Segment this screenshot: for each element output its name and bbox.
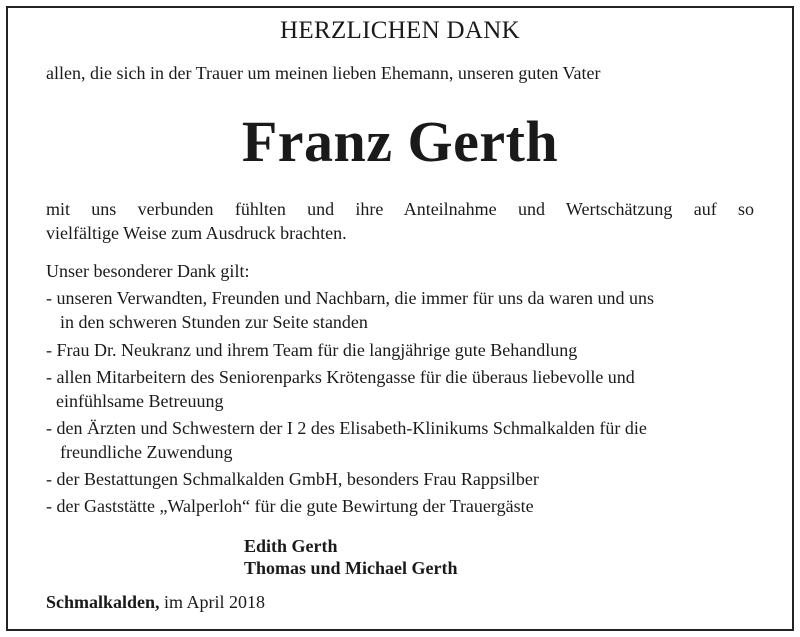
list-item-2: - Frau Dr. Neukranz und ihrem Team für die langjährige gute Behandlung xyxy=(46,340,578,360)
paragraph-line-1: mit uns verbunden fühlten und ihre Anteilnahme und Wertschätzung auf so xyxy=(46,199,754,219)
thanks-intro: Unser besonderer Dank gilt: xyxy=(46,261,250,281)
list-item-1: - unseren Verwandten, Freunden und Nachbarn, die immer für uns da waren und uns xyxy=(46,288,654,308)
list-item-3: - allen Mitarbeitern des Seniorenparks Krötengasse für die überaus liebevolle und xyxy=(46,367,635,387)
list-item-1-cont: in den schweren Stunden zur Seite standen xyxy=(60,312,368,332)
place-name: Schmalkalden, xyxy=(46,592,160,612)
intro-line: allen, die sich in der Trauer um meinen lieben Ehemann, unseren guten Vater xyxy=(46,63,601,83)
paragraph-line-2: vielfältige Weise zum Ausdruck brachten. xyxy=(46,223,347,243)
list-item-6: - der Gaststätte „Walperloh“ für die gute Bewirtung der Trauergäste xyxy=(46,496,534,516)
signature-1: Edith Gerth xyxy=(244,536,338,556)
list-item-5: - der Bestattungen Schmalkalden GmbH, besonders Frau Rappsilber xyxy=(46,469,539,489)
list-item-4: - den Ärzten und Schwestern der I 2 des Elisabeth-Klinikums Schmalkalden für die xyxy=(46,418,647,438)
list-item-4-cont: freundliche Zuwendung xyxy=(60,442,233,462)
signature-2: Thomas und Michael Gerth xyxy=(244,558,458,578)
notice-heading: HERZLICHEN DANK xyxy=(280,17,520,44)
place-date xyxy=(46,592,265,613)
deceased-name: Franz Gerth xyxy=(241,109,559,174)
date-text: im April 2018 xyxy=(159,592,266,612)
list-item-3-cont: einfühlsame Betreuung xyxy=(56,391,224,411)
